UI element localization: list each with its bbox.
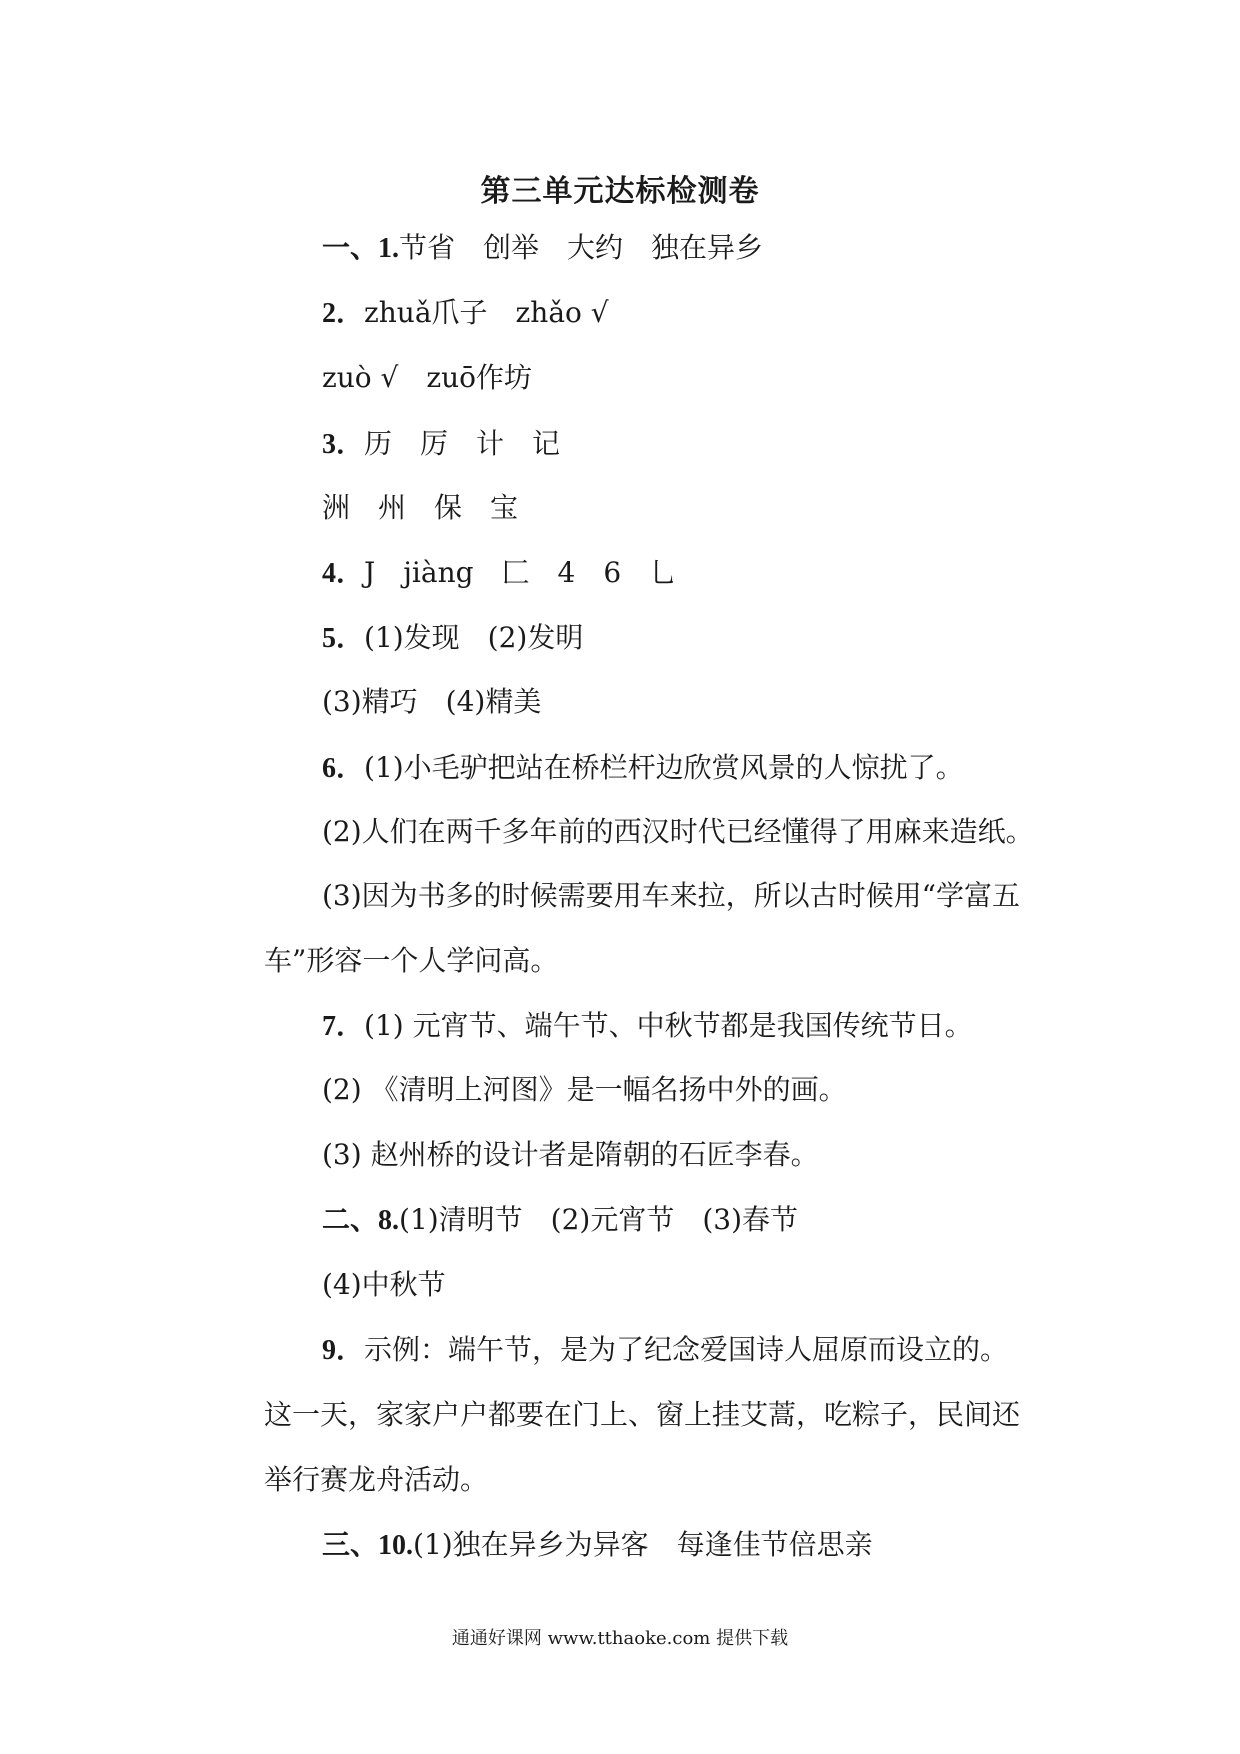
answer-line xyxy=(264,1460,488,1501)
item-number: 4． xyxy=(322,558,365,589)
answer-text: J jiàng 匚 4 6 乚 xyxy=(364,556,678,589)
answer-line xyxy=(322,812,1034,853)
item-number: 6． xyxy=(322,753,365,784)
answer-line xyxy=(322,424,560,465)
answer-text: (3)精巧 (4)精美 xyxy=(322,685,542,718)
answer-text: zuò √ zuō作坊 xyxy=(322,361,533,394)
item-number: 二、8. xyxy=(322,1205,400,1236)
page-title: 第三单元达标检测卷 xyxy=(480,174,760,209)
answer-line xyxy=(322,1006,973,1047)
item-number: 一、1. xyxy=(322,233,400,264)
answer-line xyxy=(322,1525,873,1566)
answer-text: (1)小毛驴把站在桥栏杆边欣赏风景的人惊扰了。 xyxy=(364,751,964,784)
answer-text: (3) 赵州桥的设计者是隋朝的石匠李春。 xyxy=(322,1138,819,1171)
answer-text: 这一天，家家户户都要在门上、窗上挂艾蒿，吃粽子，民间还 xyxy=(264,1398,1021,1431)
answer-line xyxy=(322,553,677,594)
answer-text: (1) 元宵节、端午节、中秋节都是我国传统节日。 xyxy=(364,1009,973,1042)
item-number: 7． xyxy=(322,1011,365,1042)
answer-text: 洲 州 保 宝 xyxy=(322,491,519,524)
answer-line xyxy=(322,1330,1008,1371)
item-number: 3． xyxy=(322,429,365,460)
answer-text: 车”形容一个人学问高。 xyxy=(264,944,559,977)
answer-text: (1)发现 (2)发明 xyxy=(364,621,584,654)
answer-line xyxy=(322,228,763,269)
answer-text: (4)中秋节 xyxy=(322,1268,446,1301)
answer-text: (1)独在异乡为异客 每逢佳节倍思亲 xyxy=(413,1528,873,1561)
answer-line xyxy=(322,358,532,399)
answer-line xyxy=(322,618,583,659)
item-number: 三、10. xyxy=(322,1530,414,1561)
answer-text: (2)人们在两千多年前的西汉时代已经懂得了用麻来造纸。 xyxy=(322,815,1034,848)
answer-line xyxy=(264,1395,1020,1436)
answer-line xyxy=(322,293,609,334)
answer-text: 举行赛龙舟活动。 xyxy=(264,1463,489,1496)
item-number: 2． xyxy=(322,298,365,329)
answer-line xyxy=(322,1135,819,1176)
answer-line xyxy=(322,1265,446,1306)
footer-credit: 通通好课网 www.tthaoke.com 提供下载 xyxy=(451,1628,789,1649)
answer-line xyxy=(322,1200,798,1241)
answer-text: 节省 创举 大约 独在异乡 xyxy=(399,231,764,264)
item-number: 9． xyxy=(322,1335,365,1366)
item-number: 5． xyxy=(322,623,365,654)
answer-text: (2) 《清明上河图》是一幅名扬中外的画。 xyxy=(322,1073,847,1106)
answer-line xyxy=(322,876,1020,917)
answer-line xyxy=(322,682,541,723)
answer-text: (1)清明节 (2)元宵节 (3)春节 xyxy=(399,1203,799,1236)
answer-text: zhuǎ爪子 zhǎo √ xyxy=(364,296,609,329)
answer-line xyxy=(322,748,964,789)
answer-text: 示例：端午节，是为了纪念爱国诗人屈原而设立的。 xyxy=(364,1333,1009,1366)
answer-text: (3)因为书多的时候需要用车来拉，所以古时候用“学富五 xyxy=(322,879,1020,912)
answer-line xyxy=(264,941,558,982)
answer-text: 历 厉 计 记 xyxy=(364,427,561,460)
answer-line xyxy=(322,488,518,529)
answer-line xyxy=(322,1070,847,1111)
